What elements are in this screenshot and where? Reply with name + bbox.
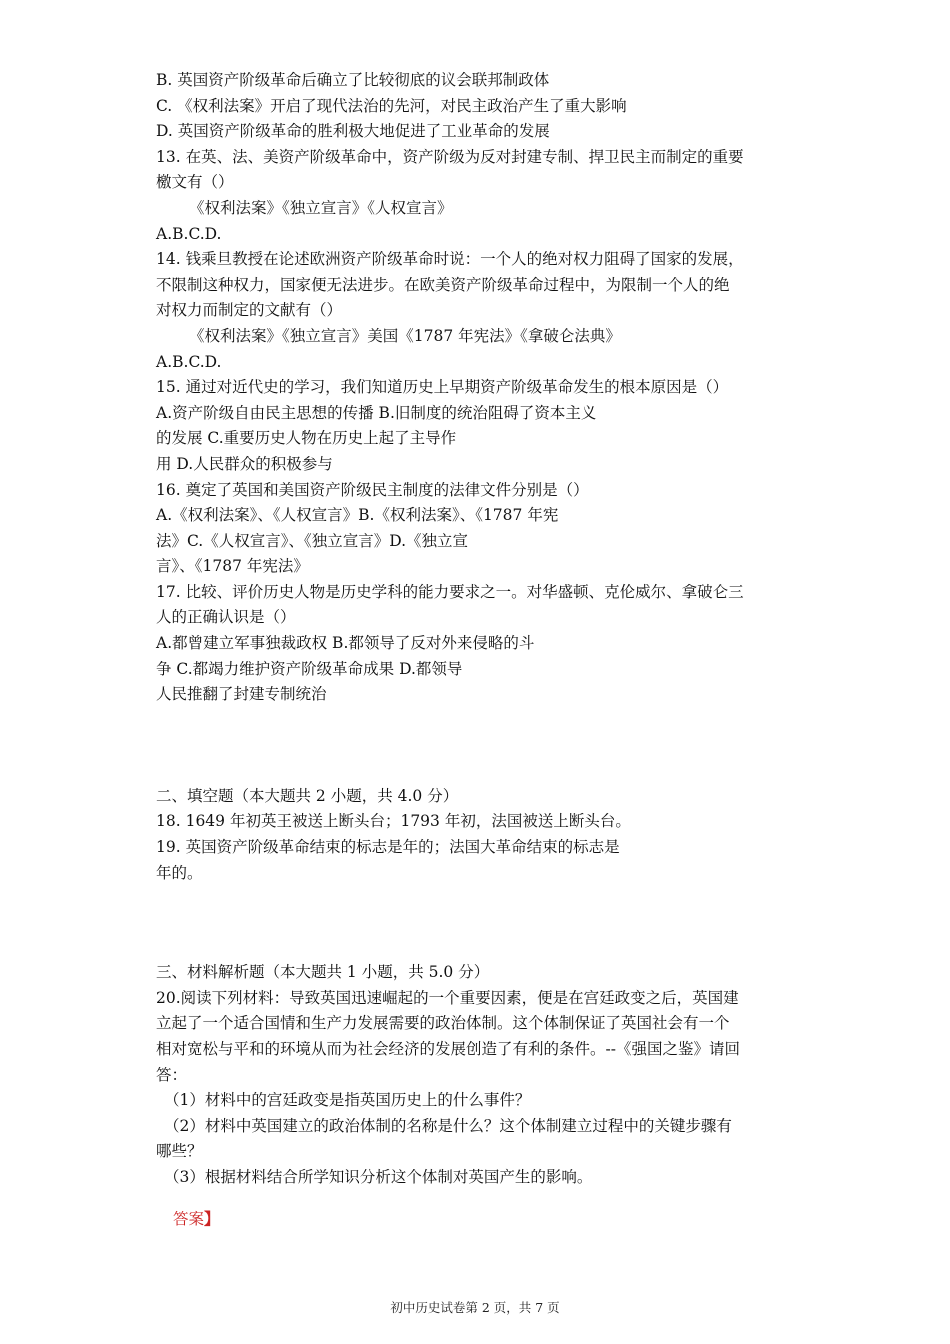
q19-line2: 年的。 [156,863,203,882]
q12-option-b: B. 英国资产阶级革命后确立了比较彻底的议会联邦制政体 [156,71,550,89]
q16-stem: 16. 奠定了英国和美国资产阶级民主制度的法律文件分别是（） [156,480,589,499]
section3-heading: 三、材料解析题（本大题共 1 小题，共 5.0 分） [156,963,490,982]
q17-stem-line2: 人的正确认识是（） [156,608,296,627]
q15-stem: 15. 通过对近代史的学习，我们知道历史上早期资产阶级革命发生的根本原因是（） [156,378,729,397]
q16-options-line1: A.《权利法案》、《人权宣言》B.《权利法案》、《1787 年宪 [156,506,559,525]
q15-options-line2: 的发展 C.重要历史人物在历史上起了主导作 [156,429,457,448]
q13-options: A.B.C.D. [156,224,222,243]
page-footer: 初中历史试卷第 2 页，共 7 页 [390,1300,560,1315]
q18: 18. 1649 年初英王被送上断头台；1793 年初，法国被送上断头台。 [156,812,631,831]
q14-stem-line1: 14. 钱乘旦教授在论述欧洲资产阶级革命时说：一个人的绝对权力阻碍了国家的发展， [156,250,744,269]
q20-sub3: （3）根据材料结合所学知识分析这个体制对英国产生的影响。 [164,1167,593,1186]
q14-stem-line3: 对权力而制定的文献有（） [156,301,343,320]
q13-stem-line2: 檄文有（） [156,173,234,192]
q17-stem-line1: 17. 比较、评价历史人物是历史学科的能力要求之一。对华盛顿、克伦威尔、拿破仑三 [156,582,744,601]
q12-option-c: C. 《权利法案》开启了现代法治的先河，对民主政治产生了重大影响 [156,96,627,115]
q15-options-line1: A.资产阶级自由民主思想的传播 B.旧制度的统治阻碍了资本主义 [156,403,597,422]
spacer [156,708,806,784]
exam-page-content [156,68,806,1248]
answer-label [156,1206,806,1233]
section2-heading: 二、填空题（本大题共 2 小题，共 4.0 分） [156,786,459,805]
answer-bracket: 】 [204,1209,220,1229]
q20-line1: 20.阅读下列材料：导致英国迅速崛起的一个重要因素，便是在宫廷政变之后，英国建 [156,988,739,1007]
q20-sub2-line2: 哪些？ [156,1142,203,1161]
q17-options-line2: 争 C.都竭力维护资产阶级革命成果 D.都领导 [156,659,463,678]
q16-options-line2: 法》C.《人权宣言》、《独立宣言》D.《独立宣 [156,531,469,550]
q17-options-line1: A.都曾建立军事独裁政权 B.都领导了反对外来侵略的斗 [156,634,535,653]
q16-options-line3: 言》、《1787 年宪法》 [156,557,309,576]
q12-option-d: D. 英国资产阶级革命的胜利极大地促进了工业革命的发展 [156,122,550,141]
q17-options-line3: 人民推翻了封建专制统治 [156,685,327,704]
q13-documents: 《权利法案》《独立宣言》《人权宣言》 [189,198,453,217]
q20-sub2-line1: （2）材料中英国建立的政治体制的名称是什么？这个体制建立过程中的关键步骤有 [164,1116,732,1135]
q15-options-line3: 用 D.人民群众的积极参与 [156,454,333,473]
q14-options: A.B.C.D. [156,352,222,371]
q20-sub1: （1）材料中的宫廷政变是指英国历史上的什么事件？ [164,1091,531,1110]
q14-stem-line2: 不限制这种权力，国家便无法进步。在欧美资产阶级革命过程中，为限制一个人的绝 [156,275,730,294]
q20-line2: 立起了一个适合国情和生产力发展需要的政治体制。这个体制保证了英国社会有一个 [156,1014,730,1033]
q13-stem-line1: 13. 在英、法、美资产阶级革命中，资产阶级为反对封建专制、捍卫民主而制定的重要 [156,147,744,166]
q20-line3: 相对宽松与平和的环境从而为社会经济的发展创造了有利的条件。--《强国之鉴》请回 [156,1040,740,1058]
spacer [156,886,806,960]
q14-documents: 《权利法案》《独立宣言》美国《1787 年宪法》《拿破仑法典》 [189,326,621,345]
q20-line4: 答： [156,1065,188,1084]
q19-line1: 19. 英国资产阶级革命结束的标志是年的；法国大革命结束的标志是 [156,838,620,857]
answer-text: 答案 [173,1210,205,1229]
